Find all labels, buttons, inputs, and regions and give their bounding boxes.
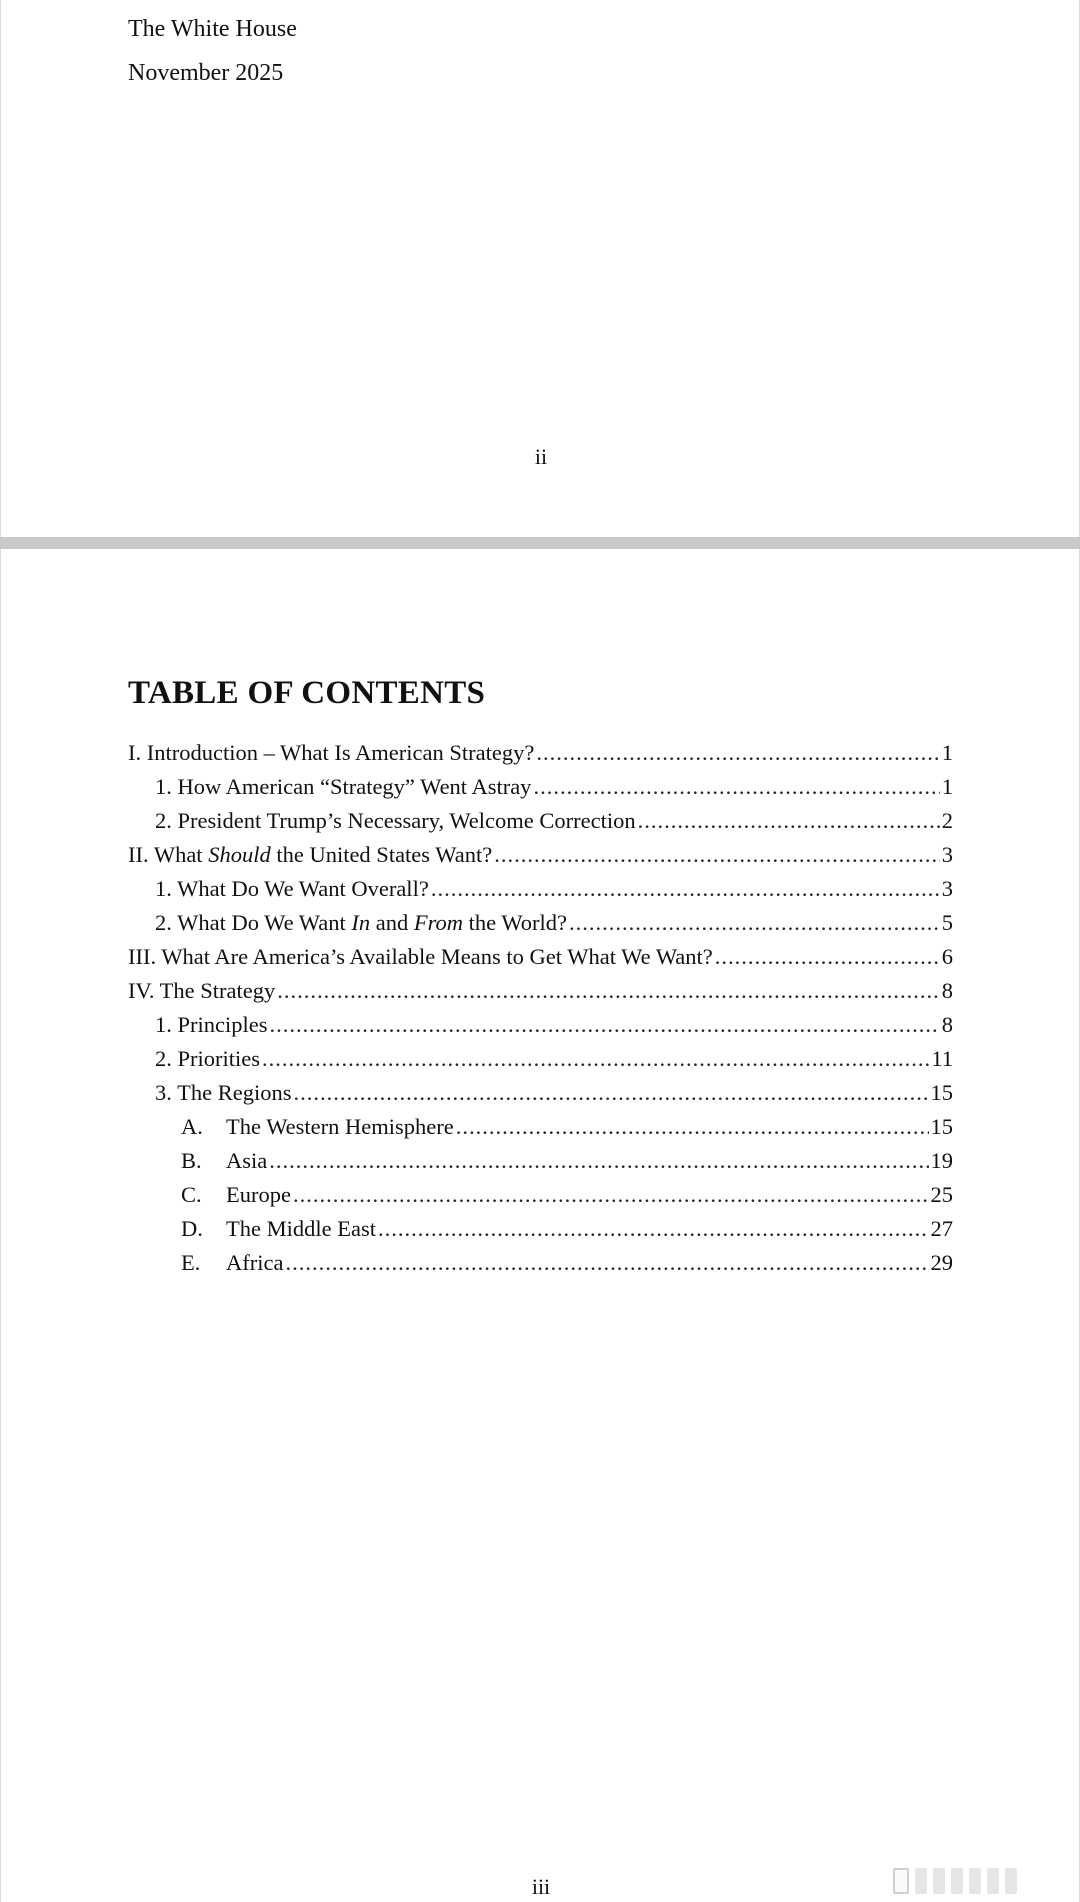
toc-entry-page: 3 (941, 842, 953, 867)
toc-entry-label: II. What Should the United States Want? (128, 842, 493, 867)
toc-entry-label: E. Africa (181, 1250, 284, 1275)
leader-dots (431, 876, 940, 902)
toc-entry[interactable] (128, 944, 953, 974)
image-pager-indicator[interactable] (893, 1868, 1017, 1894)
toc-entry-label: IV. The Strategy (128, 978, 276, 1003)
toc-entry-page: 19 (930, 1148, 953, 1173)
toc-entry[interactable] (181, 1182, 953, 1212)
toc-entry[interactable] (155, 876, 953, 906)
toc-entry-page: 1 (941, 774, 953, 799)
page-separator (0, 537, 1080, 549)
toc-entry[interactable] (128, 740, 953, 770)
toc-entry[interactable] (128, 978, 953, 1008)
toc-entry-label: B. Asia (181, 1148, 268, 1173)
toc-entry-label: D. The Middle East (181, 1216, 376, 1241)
toc-entry[interactable] (155, 1012, 953, 1042)
page-number-iii: iii (531, 1874, 551, 1899)
toc-entry-label: 2. Priorities (155, 1046, 260, 1071)
toc-entry[interactable] (181, 1216, 953, 1246)
leader-dots (456, 1114, 929, 1140)
current-page (0, 549, 1080, 1902)
leader-dots (638, 808, 940, 834)
pager-dot[interactable] (969, 1868, 981, 1894)
previous-page (0, 0, 1080, 537)
document-date: November 2025 (128, 60, 284, 86)
leader-dots (569, 910, 940, 936)
toc-entry-label: 1. What Do We Want Overall? (155, 876, 429, 901)
toc-entry-label: 2. President Trump’s Necessary, Welcome Correction (155, 808, 636, 833)
toc-entry-page: 15 (930, 1080, 953, 1105)
leader-dots (378, 1216, 929, 1242)
pager-dot-active[interactable] (893, 1868, 909, 1894)
toc-entry[interactable] (181, 1148, 953, 1178)
toc-entry-page: 27 (930, 1216, 953, 1241)
pager-dot[interactable] (1005, 1868, 1017, 1894)
page-number-ii: ii (534, 444, 548, 469)
toc-entry[interactable] (128, 842, 953, 872)
toc-entry-page: 29 (930, 1250, 953, 1275)
leader-dots (270, 1012, 940, 1038)
toc-entry[interactable] (181, 1114, 953, 1144)
toc-entry-label: III. What Are America’s Available Means to Get What We Want? (128, 944, 713, 969)
leader-dots (285, 1250, 928, 1276)
toc-entry-page: 1 (941, 740, 953, 765)
toc-entry-page: 5 (941, 910, 953, 935)
pager-dot[interactable] (915, 1868, 927, 1894)
toc-entry[interactable] (155, 1080, 953, 1110)
pager-dot[interactable] (933, 1868, 945, 1894)
leader-dots (293, 1182, 929, 1208)
toc-entry-page: 8 (941, 1012, 953, 1037)
toc-heading: TABLE OF CONTENTS (128, 675, 486, 711)
toc-entry-label: 3. The Regions (155, 1080, 292, 1105)
toc-entry-page: 3 (941, 876, 953, 901)
leader-dots (536, 740, 939, 766)
leader-dots (262, 1046, 929, 1072)
leader-dots (277, 978, 939, 1004)
toc-entry[interactable] (155, 774, 953, 804)
organization-name: The White House (128, 16, 297, 42)
toc-entry-page: 8 (941, 978, 953, 1003)
toc-entry-label: C. Europe (181, 1182, 291, 1207)
leader-dots (533, 774, 939, 800)
toc-entry-label: 1. How American “Strategy” Went Astray (155, 774, 532, 799)
toc-entry-label: I. Introduction – What Is American Strategy? (128, 740, 535, 765)
pager-dot[interactable] (987, 1868, 999, 1894)
toc-entry-page: 11 (931, 1046, 953, 1071)
toc-entry[interactable] (181, 1250, 953, 1280)
toc-entry[interactable] (155, 910, 953, 940)
leader-dots (293, 1080, 928, 1106)
toc-entry-label: 2. What Do We Want In and From the World? (155, 910, 568, 935)
toc-entry-label: A. The Western Hemisphere (181, 1114, 454, 1139)
toc-entry-page: 2 (941, 808, 953, 833)
toc-entry-label: 1. Principles (155, 1012, 268, 1037)
toc-entry[interactable] (155, 808, 953, 838)
toc-entry-page: 6 (941, 944, 953, 969)
pager-dot[interactable] (951, 1868, 963, 1894)
toc-entry[interactable] (155, 1046, 953, 1076)
leader-dots (494, 842, 940, 868)
toc-entry-page: 25 (930, 1182, 953, 1207)
leader-dots (715, 944, 940, 970)
leader-dots (269, 1148, 928, 1174)
toc-entry-page: 15 (930, 1114, 953, 1139)
